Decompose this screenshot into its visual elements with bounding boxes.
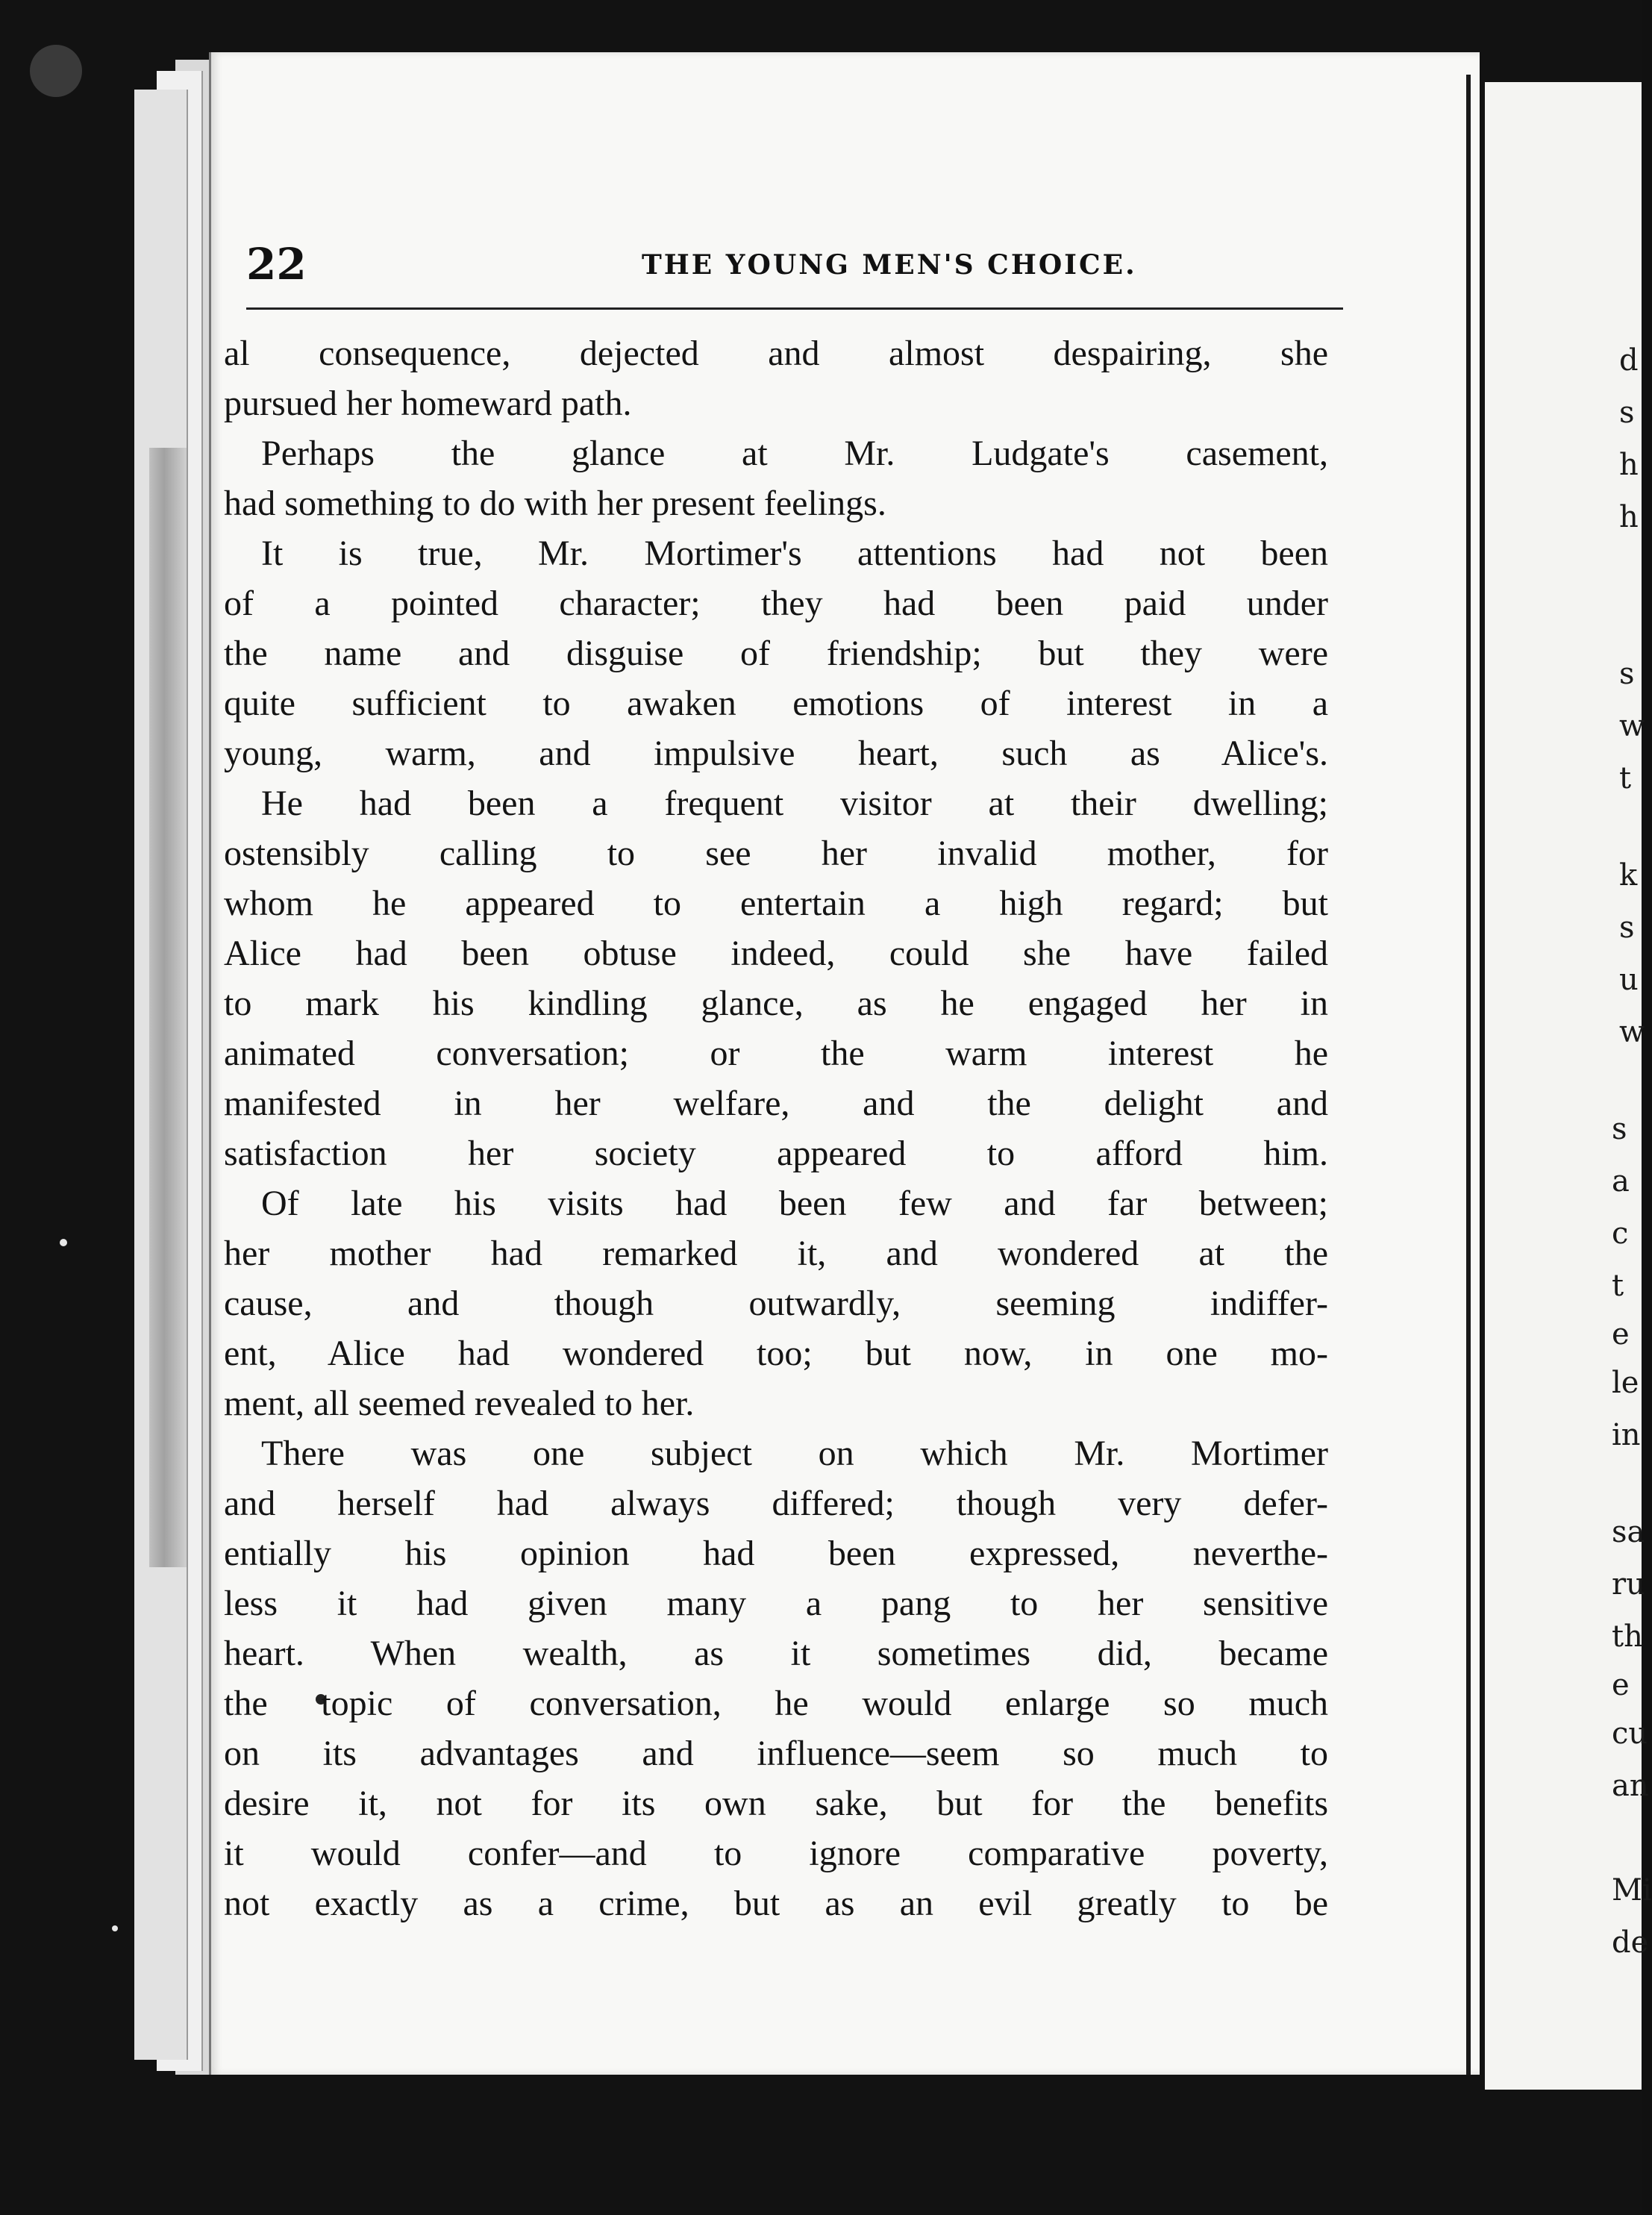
fragment-text: e [1612, 1317, 1630, 1352]
text-line: it would confer—and to ignore comparative poverty, [224, 1834, 1328, 1873]
text-line: ostensibly calling to see her invalid mother, for [224, 834, 1328, 873]
text-line: It is true, Mr. Mortimer's attentions had not been [261, 534, 1328, 573]
fragment-text: e [1612, 1668, 1630, 1702]
fragment-text: k [1619, 858, 1638, 893]
scan-blemish [112, 1925, 118, 1931]
right-page-fragment [1485, 82, 1652, 2090]
fragment-text: d [1619, 343, 1639, 378]
text-line: heart. When wealth, as it sometimes did, became [224, 1634, 1328, 1673]
fragment-text: s [1619, 657, 1635, 691]
text-line: satisfaction her society appeared to afford him. [224, 1134, 1328, 1173]
text-line: Alice had been obtuse indeed, could she have failed [224, 934, 1328, 973]
fragment-text: h [1619, 500, 1639, 534]
text-line: desire it, not for its own sake, but for the benefits [224, 1784, 1328, 1823]
text-line: Of late his visits had been few and far between; [261, 1184, 1328, 1223]
text-line: animated conversation; or the warm interest he [224, 1034, 1328, 1073]
text-line: pursued her homeward path. [224, 384, 632, 423]
fragment-text: th [1612, 1619, 1643, 1654]
text-line: on its advantages and influence—seem so much to [224, 1734, 1328, 1773]
scan-blemish [60, 1239, 67, 1246]
text-line: ent, Alice had wondered too; but now, in one mo- [224, 1334, 1328, 1373]
fragment-text: a [1612, 1164, 1630, 1199]
text-line: al consequence, dejected and almost despairing, she [224, 334, 1328, 373]
fragment-text: s [1619, 396, 1635, 430]
scan-blemish [30, 45, 82, 97]
fragment-text: le [1612, 1366, 1639, 1400]
fragment-text: sa [1612, 1515, 1645, 1549]
text-line: less it had given many a pang to her sensitive [224, 1584, 1328, 1623]
text-line: to mark his kindling glance, as he engaged her in [224, 984, 1328, 1023]
text-line: young, warm, and impulsive heart, such as Alice's. [224, 734, 1328, 773]
text-line: whom he appeared to entertain a high regard; but [224, 884, 1328, 923]
fragment-text: t [1619, 761, 1632, 796]
text-line: ment, all seemed revealed to her. [224, 1384, 695, 1423]
header-rule [246, 307, 1343, 310]
text-line: There was one subject on which Mr. Mortimer [261, 1434, 1328, 1473]
text-line: Perhaps the glance at Mr. Ludgate's casement, [261, 434, 1328, 473]
page-edge-shadow [149, 448, 187, 1567]
text-line: cause, and though outwardly, seeming indiffer- [224, 1284, 1328, 1323]
text-line: had something to do with her present feelings. [224, 484, 886, 523]
text-line: quite sufficient to awaken emotions of interest in a [224, 684, 1328, 723]
text-line: He had been a frequent visitor at their dwelling; [261, 784, 1328, 823]
fragment-text: t [1612, 1269, 1624, 1303]
fragment-text: s [1619, 910, 1635, 945]
fragment-text: u [1619, 963, 1639, 997]
fragment-text: cu [1612, 1716, 1648, 1751]
fragment-text: in [1612, 1418, 1641, 1452]
fragment-text: w [1619, 709, 1645, 743]
text-line: manifested in her welfare, and the delight and [224, 1084, 1328, 1123]
text-line: the topic of conversation, he would enlarge so much [224, 1684, 1328, 1723]
fragment-text: w [1619, 1015, 1645, 1049]
text-line: entially his opinion had been expressed, neverthe- [224, 1534, 1328, 1573]
body-text [224, 328, 1343, 1928]
fragment-text: de [1612, 1925, 1649, 1960]
text-line: her mother had remarked it, and wondered at the [224, 1234, 1328, 1273]
text-line: the name and disguise of friendship; but they were [224, 634, 1328, 673]
page-header [246, 239, 1343, 291]
fragment-text: s [1612, 1112, 1627, 1146]
text-line: and herself had always differed; though very defer- [224, 1484, 1328, 1523]
page-number: 22 [246, 239, 307, 290]
fragment-text: ru [1612, 1567, 1645, 1602]
running-title: THE YOUNG MEN'S CHOICE. [642, 249, 1137, 281]
fragment-text: h [1619, 448, 1639, 482]
text-line: of a pointed character; they had been paid under [224, 584, 1328, 623]
text-line: not exactly as a crime, but as an evil greatly to be [224, 1884, 1328, 1923]
fragment-text: Mi [1612, 1873, 1652, 1908]
fragment-text: c [1612, 1216, 1629, 1251]
fragment-text: an [1612, 1769, 1649, 1803]
book-gutter [1466, 75, 1471, 2075]
